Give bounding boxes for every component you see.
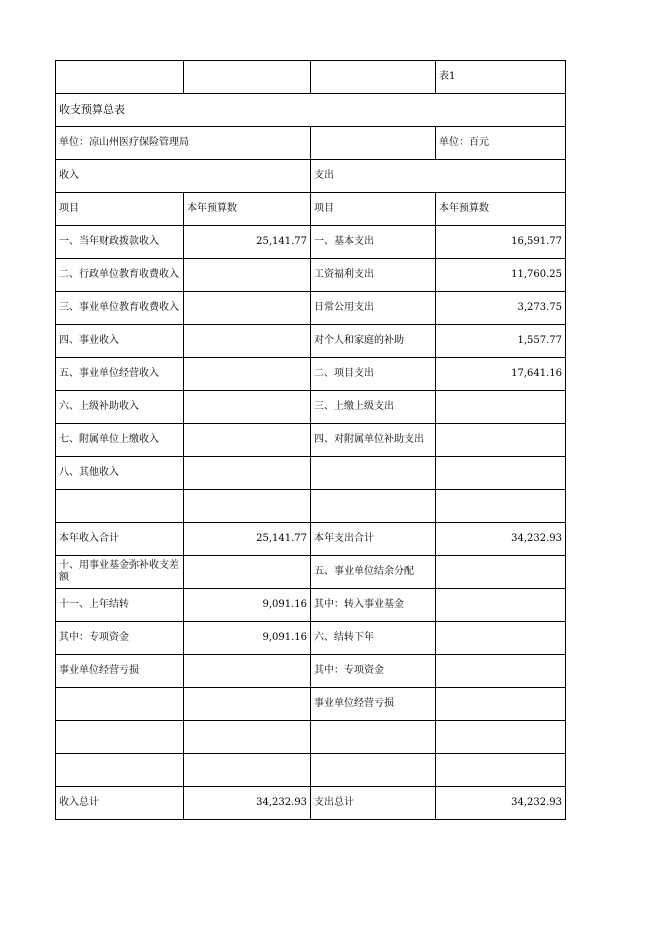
expense-item-cell: 事业单位经营亏损 [311,688,436,721]
expense-amount-cell: 11,760.25 [436,259,566,292]
income-item-cell: 十、用事业基金弥补收支差额 [56,556,184,589]
expense-amount-cell [436,622,566,655]
table-row [56,754,566,787]
table-row [56,523,566,556]
column-header-row [56,193,566,226]
income-item-cell: 四、事业收入 [56,325,184,358]
title-row [56,94,566,127]
income-amount-cell [184,391,311,424]
budget-rows [56,226,566,820]
income-item-cell: 其中：专项资金 [56,622,184,655]
expense-amount-cell [436,457,566,490]
expense-amount-cell [436,655,566,688]
income-item-cell: 八、其他收入 [56,457,184,490]
expense-amount-cell [436,424,566,457]
expense-item-cell [311,754,436,787]
table-row [56,721,566,754]
income-item-cell: 事业单位经营亏损 [56,655,184,688]
expense-budget-header-cell: 本年预算数 [436,193,566,226]
page-title: 收支预算总表 [56,94,566,127]
income-item-cell [56,490,184,523]
table-row [56,556,566,589]
empty-cell [184,61,311,94]
section-header-row [56,160,566,193]
income-budget-header-cell: 本年预算数 [184,193,311,226]
income-amount-cell [184,721,311,754]
table-row [56,391,566,424]
income-item-cell: 二、行政单位教育收费收入 [56,259,184,292]
income-amount-cell [184,325,311,358]
income-amount-cell [184,424,311,457]
expense-amount-cell: 1,557.77 [436,325,566,358]
income-item-cell: 七、附属单位上缴收入 [56,424,184,457]
expense-item-cell: 一、基本支出 [311,226,436,259]
income-item-cell: 六、上级补助收入 [56,391,184,424]
expense-amount-cell: 34,232.93 [436,787,566,820]
expense-item-cell: 六、结转下年 [311,622,436,655]
income-item-cell: 本年收入合计 [56,523,184,556]
table-row [56,424,566,457]
expense-item-cell: 工资福利支出 [311,259,436,292]
table-row [56,226,566,259]
unit-row [56,127,566,160]
table-row [56,259,566,292]
budget-sheet [55,60,566,820]
expense-item-cell: 其中：专项资金 [311,655,436,688]
expense-item-cell: 二、项目支出 [311,358,436,391]
table-row [56,325,566,358]
budget-table [55,60,566,820]
income-section-cell: 收入 [56,160,311,193]
expense-item-cell [311,721,436,754]
table-row [56,358,566,391]
table-tag-cell: 表1 [436,61,566,94]
income-amount-cell [184,688,311,721]
table-row [56,622,566,655]
income-item-cell: 三、事业单位教育收费收入 [56,292,184,325]
income-amount-cell [184,292,311,325]
income-amount-cell [184,457,311,490]
income-amount-cell: 9,091.16 [184,589,311,622]
table-tag-row [56,61,566,94]
income-item-cell [56,754,184,787]
expense-amount-cell [436,688,566,721]
empty-cell [56,61,184,94]
expense-section-cell: 支出 [311,160,566,193]
expense-amount-cell [436,754,566,787]
income-item-cell: 五、事业单位经营收入 [56,358,184,391]
expense-amount-cell: 17,641.16 [436,358,566,391]
org-unit-cell: 单位：凉山州医疗保险管理局 [56,127,311,160]
income-amount-cell [184,358,311,391]
table-row [56,589,566,622]
income-item-header-cell: 项目 [56,193,184,226]
income-amount-cell: 9,091.16 [184,622,311,655]
income-item-cell: 十一、上年结转 [56,589,184,622]
income-amount-cell: 25,141.77 [184,226,311,259]
expense-item-cell: 其中：转入事业基金 [311,589,436,622]
expense-amount-cell: 16,591.77 [436,226,566,259]
expense-item-cell: 本年支出合计 [311,523,436,556]
empty-cell [311,127,436,160]
income-amount-cell: 34,232.93 [184,787,311,820]
income-amount-cell [184,490,311,523]
expense-amount-cell [436,391,566,424]
income-amount-cell [184,556,311,589]
expense-item-cell [311,457,436,490]
table-row [56,292,566,325]
table-row [56,787,566,820]
table-row [56,490,566,523]
income-item-cell [56,721,184,754]
empty-cell [311,61,436,94]
expense-item-cell: 对个人和家庭的补助 [311,325,436,358]
expense-item-cell [311,490,436,523]
expense-amount-cell: 34,232.93 [436,523,566,556]
expense-amount-cell [436,589,566,622]
expense-item-header-cell: 项目 [311,193,436,226]
income-amount-cell [184,259,311,292]
expense-item-cell: 日常公用支出 [311,292,436,325]
expense-amount-cell [436,490,566,523]
income-item-cell: 收入总计 [56,787,184,820]
income-amount-cell [184,655,311,688]
expense-item-cell: 三、上缴上级支出 [311,391,436,424]
income-amount-cell [184,754,311,787]
table-row [56,688,566,721]
currency-unit-cell: 单位：百元 [436,127,566,160]
expense-item-cell: 四、对附属单位补助支出 [311,424,436,457]
income-amount-cell: 25,141.77 [184,523,311,556]
expense-item-cell: 支出总计 [311,787,436,820]
expense-amount-cell [436,721,566,754]
table-row [56,655,566,688]
expense-amount-cell: 3,273.75 [436,292,566,325]
income-item-cell [56,688,184,721]
income-item-cell: 一、当年财政拨款收入 [56,226,184,259]
table-row [56,457,566,490]
expense-amount-cell [436,556,566,589]
expense-item-cell: 五、事业单位结余分配 [311,556,436,589]
